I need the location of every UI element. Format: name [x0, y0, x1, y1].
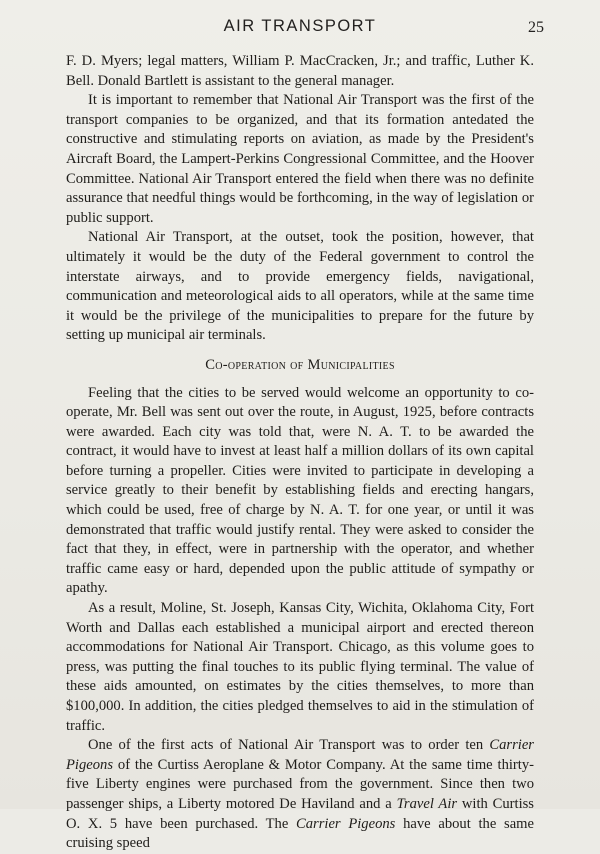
page-number: 25 [528, 19, 544, 36]
paragraph: As a result, Moline, St. Joseph, Kansas City, Wichita, Oklahoma City, Fort Worth and Dallas each established a municipal airport and erected thereon accommodations for National Air Transport. Chicago, as this volume goes to press, was putting the final touches to its public flying terminal. The value of these aids amounted, on estimates by the cities themselves, to more than $100,000. In addition, the cities pledged themselves to aid in the stimulation of traffic. [66, 600, 534, 734]
paragraph: It is important to remember that National Air Transport was the first of the transport companies to be organized, and that its formation antedated the constructive and stimulating reports on aviation, as made by the President's Aircraft Board, the Lampert-Perkins Congressional Committee, and the Hoover Committee. National Air Transport entered the field when there was no definite assurance that needful things would be forthcoming, in the way of legislation or public support. [66, 92, 534, 226]
text-run: have about the same cruising speed [66, 815, 535, 852]
paragraph: Feeling that the cities to be served would welcome an opportunity to co-operate, Mr. Bell was sent out over the route, in August, 1925, before contracts were awarded. Each city was told that, were N. A. T. to be awarded the contract, it would have to invest at least half a million dollars of its own capital before turning a propeller. Cities were invited to participate in developing a service greatly to their benefit by establishing fields and erecting hangars, which could be used, free of charge by N. A. T. for one year, or until it was demonstrated that traffic would justify rental. They were asked to consider the fact that they, in effect, were in partnership with the operator, and whether traffic came easy or hard, depended upon the public attitude of sympathy or apathy. [66, 384, 534, 597]
paragraph [66, 736, 534, 854]
text-run: with Curtiss O. X. 5 have been purchased. The [66, 795, 534, 832]
italic-ship-name: Travel Air [396, 795, 458, 812]
text-run: of the Curtiss Aeroplane & Motor Company. At the same time thirty-five Liberty engines were purchased from the government. Since then two passenger ships, a Liberty motored De Haviland and a [66, 756, 534, 812]
italic-ship-name: Carrier Pigeons [296, 815, 396, 832]
running-head [0, 17, 600, 41]
italic-ship-name: Carrier Pigeons [66, 737, 534, 773]
paragraph: National Air Transport, at the outset, took the position, however, that ultimately it would be the duty of the Federal government to control the interstate airways, and to provide emergency fields, navigational, communication and meteorological aids to all operators, while at the same time it would be the privilege of the municipalities to prepare for the future by setting up municipal air terminals. [66, 229, 534, 344]
text-run: One of the first acts of National Air Transport was to order ten [88, 737, 490, 754]
section-heading: Co-operation of Municipalities [205, 356, 395, 373]
body-text [66, 52, 534, 854]
running-title: AIR TRANSPORT [223, 17, 377, 35]
paragraph-continued: F. D. Myers; legal matters, William P. MacCracken, Jr.; and traffic, Luther K. Bell. Donald Bartlett is assistant to the general manager. [66, 53, 534, 89]
